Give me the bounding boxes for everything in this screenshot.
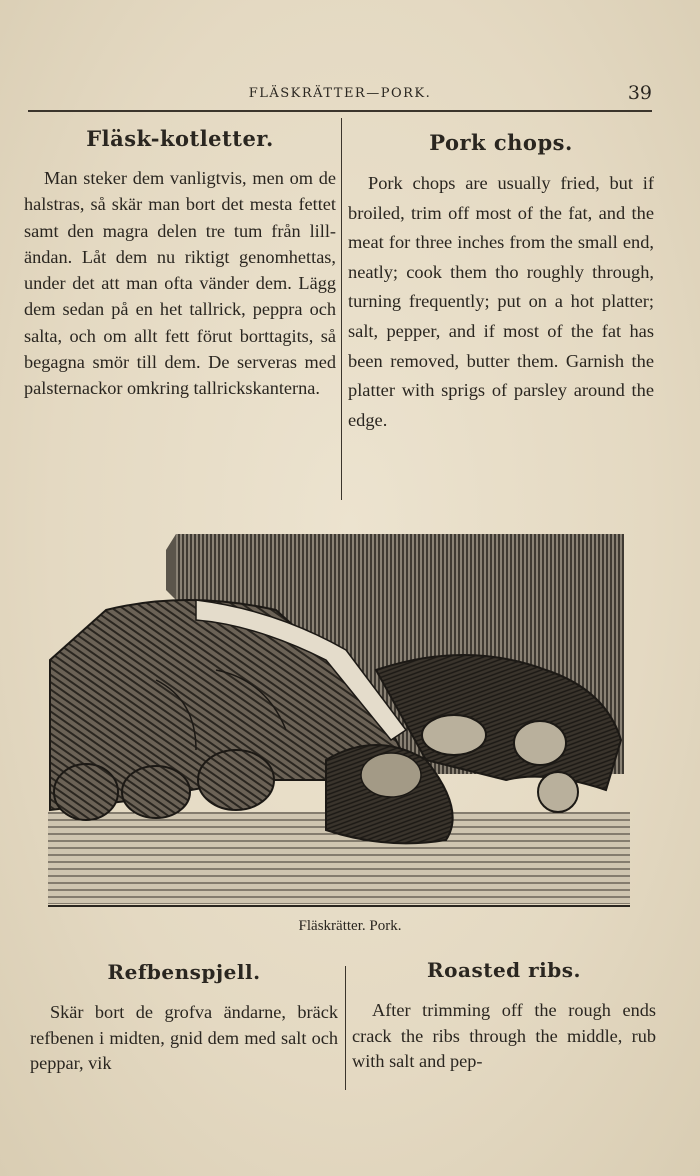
running-title: FLÄSKRÄTTER—PORK.: [248, 86, 432, 101]
section-body: After trimming off the rough ends crack the ribs through the middle, rub with salt and pep-: [352, 1000, 656, 1072]
column-divider: [345, 966, 346, 1090]
section-heading: Fläsk-kotletter.: [86, 126, 274, 151]
section-body: Man steker dem vanligtvis, men om de halstras, så skär man bort det mesta fettet samt den magra delen tre tum från lilländan. Låt dem nu riktigt genomhettas, under det att man ofta vänder dem. Lägg dem sedan på en het tallrick, peppra och salta, och om allt fett förut borttagits, så begagna smör till dem. De serveras med palsternackor omkring tallrickskanterna.: [24, 168, 336, 399]
section-body: Skär bort de grofva ändarne, bräck refbenen i midten, gnid dem med salt och peppar, vik: [30, 1002, 338, 1074]
column-divider: [341, 118, 342, 500]
section-heading: Pork chops.: [429, 130, 573, 155]
english-ribs-column: [352, 958, 656, 1075]
english-pork-chops-column: [348, 130, 654, 435]
pork-engraving-illustration: [46, 530, 632, 912]
section-heading: Refbenspjell.: [107, 960, 261, 984]
figure-caption: Fläskrätter. Pork.: [298, 918, 402, 934]
section-body: Pork chops are usually fried, but if broiled, trim off most of the fat, and the meat for three inches from the small end, neatly; cook them tho roughly through, turning frequently; put on a hot platter; salt, pepper, and if most of the fat has been removed, butter them. Garnish the platter with sprigs of parsley around the edge.: [348, 173, 654, 430]
swedish-pork-chops-column: [24, 126, 336, 402]
page-number: 39: [627, 82, 652, 104]
swedish-ribs-column: [30, 960, 338, 1077]
section-heading: Roasted ribs.: [427, 958, 581, 982]
running-header: [28, 84, 652, 112]
